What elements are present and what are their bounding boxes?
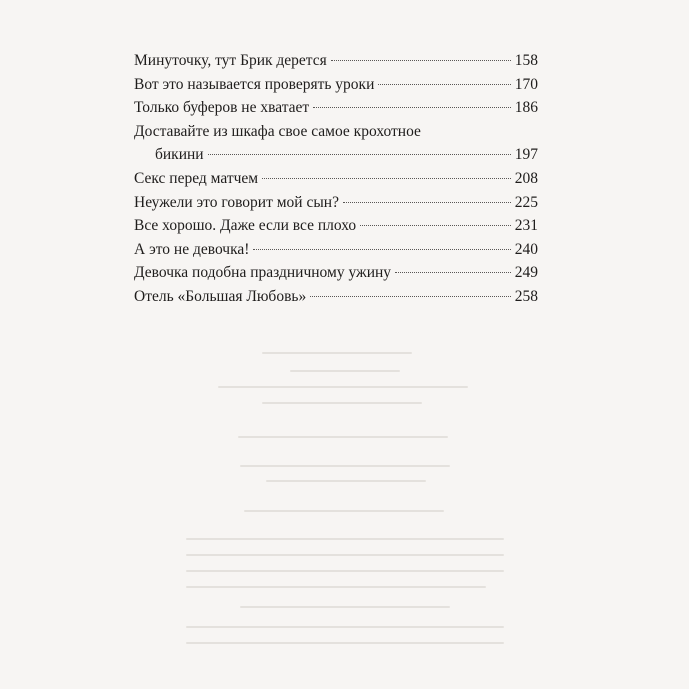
dot-leader [395,272,511,273]
toc-entry [134,261,538,285]
toc-entry-page: 186 [514,99,538,117]
toc-entry-title: Отель «Большая Любовь» [134,287,307,305]
toc-entry [134,49,538,73]
dot-leader [313,107,511,108]
show-through-text [0,300,689,689]
toc-entry [134,285,538,309]
toc-entry-page: 258 [514,287,538,305]
toc-entry-title: Неужели это говорит мой сын? [134,193,339,211]
dot-leader [253,249,510,250]
toc-entry-page: 170 [514,75,538,93]
toc-entry-title: Вот это называется проверять уроки [134,75,375,93]
toc-entry-page: 208 [514,169,538,187]
toc-entry-title: Все хорошо. Даже если все плохо [134,217,357,235]
dot-leader [343,202,511,203]
dot-leader [262,178,511,179]
toc-entry [134,120,538,167]
toc-entry-page: 158 [514,52,538,69]
dot-leader [331,60,511,61]
dot-leader [208,154,511,155]
table-of-contents [134,49,538,309]
toc-entry-title: Девочка подобна праздничному ужину [134,264,392,282]
toc-entry-page: 197 [514,146,538,164]
toc-entry-title-line1: Доставайте из шкафа свое самое крохотное [134,122,421,140]
toc-entry-page: 225 [514,193,538,211]
toc-entry-continuation [134,143,538,167]
dot-leader [360,225,511,226]
toc-entry-page: 249 [514,264,538,282]
toc-entry [134,238,538,262]
toc-entry-title-line2: бикини [155,146,204,164]
toc-entry [134,96,538,120]
toc-entry-page: 231 [514,217,538,235]
toc-entry-title: Секс перед матчем [134,169,259,187]
dot-leader [378,84,510,85]
dot-leader [310,296,511,297]
toc-entry [134,214,538,238]
toc-entry [134,73,538,97]
toc-entry-title: Минуточку, тут Брик дерется [134,52,327,69]
toc-entry-title: А это не девочка! [134,240,250,258]
toc-entry-title: Только буферов не хватает [134,99,310,117]
toc-entry [134,167,538,191]
toc-entry-page: 240 [514,240,538,258]
toc-entry [134,191,538,215]
